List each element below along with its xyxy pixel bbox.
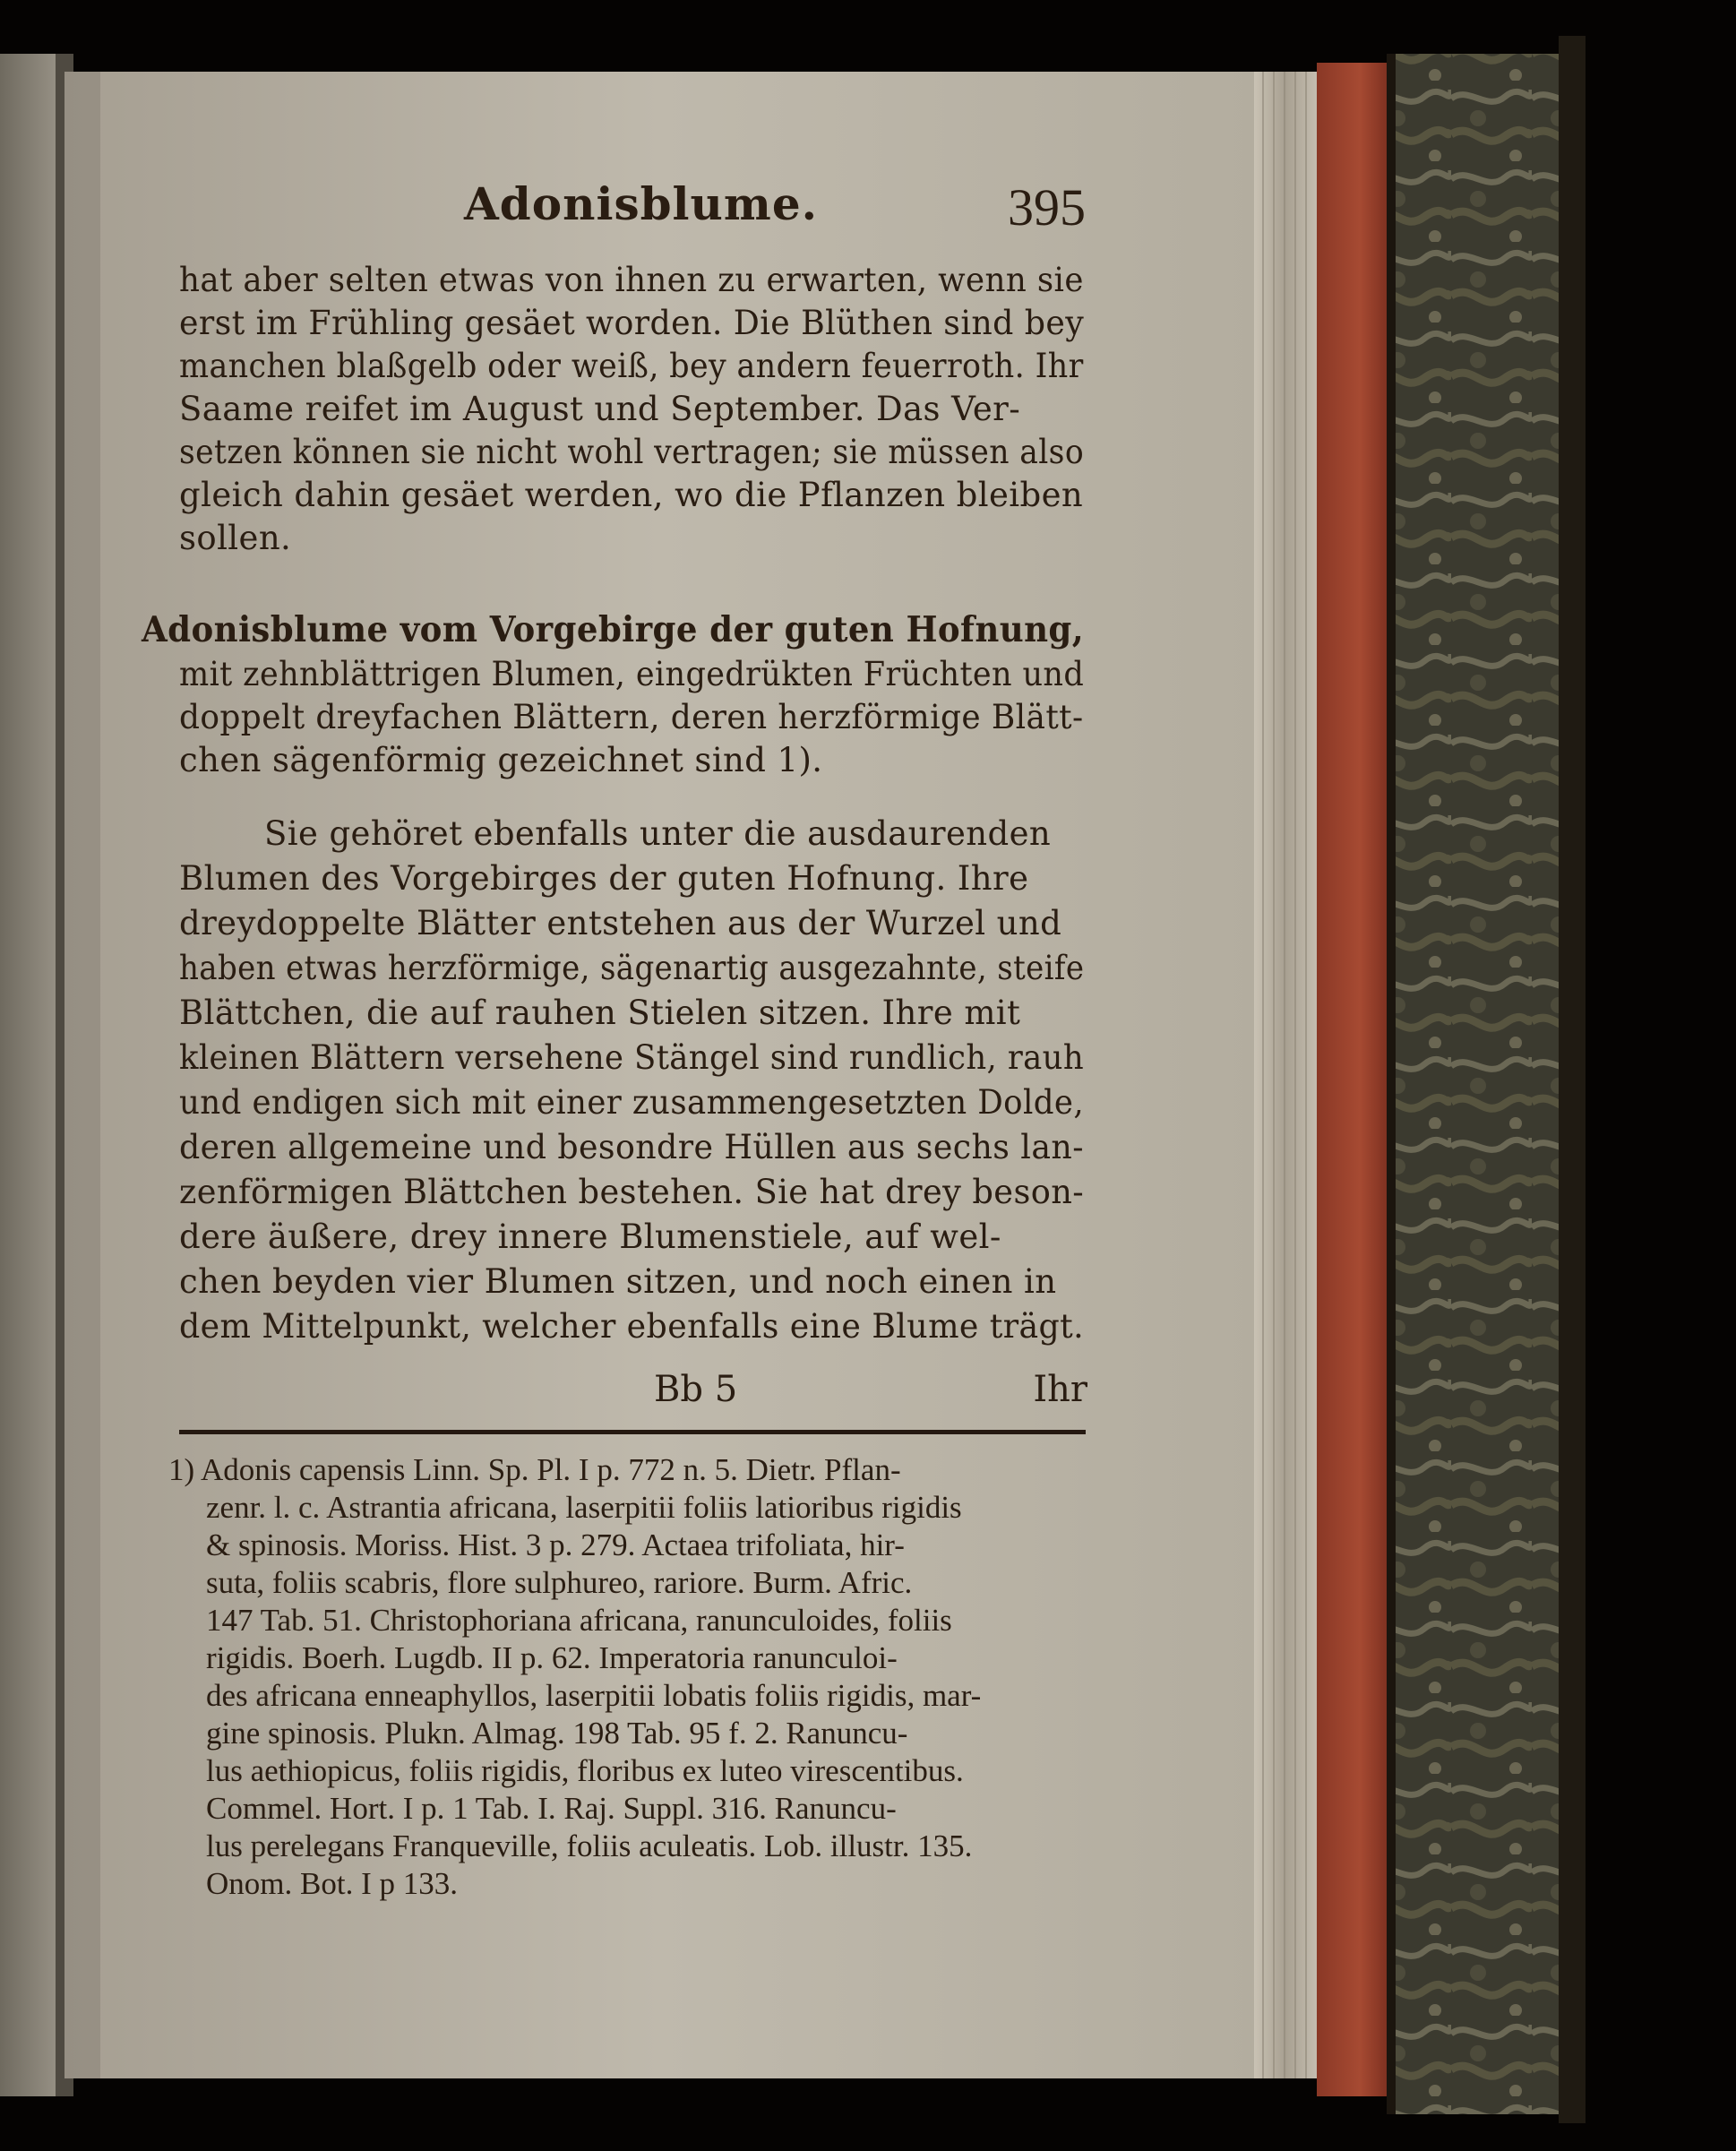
entry-heading: Adonisblume vom Vorgebirge der guten Hofnung, — [142, 609, 1085, 650]
paragraph-line: chen beyden vier Blumen sitzen, und noch einen in — [179, 1262, 1057, 1301]
body-line: erst im Frühling gesäet worden. Die Blüthen sind bey — [179, 304, 1085, 342]
footnote-line: Commel. Hort. I p. 1 Tab. I. Raj. Suppl. 316. Ranuncu- — [206, 1791, 897, 1826]
footnote-line: gine spinosis. Plukn. Almag. 198 Tab. 95 f. 2. Ranuncu- — [206, 1716, 908, 1751]
paragraph-line: Blumen des Vorgebirges der guten Hofnung. Ihre — [179, 859, 1029, 898]
paragraph-line: dem Mittelpunkt, welcher ebenfalls eine Blume trägt. — [179, 1307, 1085, 1346]
signature-line — [179, 1369, 1093, 1414]
paragraph-line: deren allgemeine und besondre Hüllen aus sechs lan- — [179, 1128, 1084, 1166]
body-line: gleich dahin gesäet werden, wo die Pflanzen bleiben — [179, 476, 1084, 514]
body-line: hat aber selten etwas von ihnen zu erwarten, wenn sie — [179, 261, 1084, 299]
paragraph-line: haben etwas herzförmige, sägenartig ausgezahnte, steife — [179, 949, 1085, 987]
footnote-line: des africana enneaphyllos, laserpitii lobatis foliis rigidis, mar- — [206, 1678, 982, 1713]
footnote-line: zenr. l. c. Astrantia africana, laserpitii foliis latioribus rigidis — [206, 1490, 962, 1525]
paragraph-line: dere äußere, drey innere Blumenstiele, auf wel- — [179, 1217, 1001, 1256]
entry-line: doppelt dreyfachen Blättern, deren herzförmige Blätt- — [179, 698, 1084, 736]
left-page — [0, 54, 63, 2096]
catchword: Ihr — [1033, 1369, 1087, 1410]
marbled-cover — [1387, 54, 1566, 2114]
footnote-line: & spinosis. Moriss. Hist. 3 p. 279. Actaea trifoliata, hir- — [206, 1527, 905, 1562]
paragraph-line: dreydoppelte Blätter entstehen aus der Wurzel und — [179, 904, 1062, 942]
footnote-line: lus aethiopicus, foliis rigidis, floribus ex luteo virescentibus. — [206, 1753, 964, 1788]
body-line: setzen können sie nicht wohl vertragen; sie müssen also — [179, 433, 1085, 471]
paragraph-line: Blättchen, die auf rauhen Stielen sitzen. Ihre mit — [179, 994, 1021, 1032]
paragraph-line: Sie gehöret ebenfalls unter die ausdaurenden — [264, 814, 1052, 853]
entry-line: mit zehnblättrigen Blumen, eingedrükten Früchten und — [179, 655, 1085, 693]
footnote-line: Onom. Bot. I p 133. — [206, 1866, 458, 1901]
paragraph-line: kleinen Blättern versehene Stängel sind rundlich, rauh — [179, 1038, 1085, 1077]
running-head — [179, 177, 1093, 240]
signature-mark: Bb 5 — [654, 1369, 738, 1410]
body-line: Saame reifet im August und September. Das Ver- — [179, 390, 1021, 428]
footnote-rule — [179, 1430, 1086, 1434]
paragraph-line: und endigen sich mit einer zusammengesetzten Dolde, — [179, 1083, 1085, 1122]
red-page-edge — [1317, 63, 1388, 2096]
page-number: 395 — [1008, 178, 1086, 237]
body-line: sollen. — [179, 519, 292, 557]
footnote-line: lus perelegans Franqueville, foliis aculeatis. Lob. illustr. 135. — [206, 1828, 973, 1863]
footnote-line: 1) Adonis capensis Linn. Sp. Pl. I p. 772 n. 5. Dietr. Pflan- — [168, 1452, 901, 1487]
footnote-line: 147 Tab. 51. Christophoriana africana, ranunculoides, foliis — [206, 1603, 952, 1638]
footnote-line: rigidis. Boerh. Lugdb. II p. 62. Imperatoria ranunculoi- — [206, 1640, 898, 1675]
paragraph-line: zenförmigen Blättchen bestehen. Sie hat drey beson- — [179, 1173, 1085, 1211]
entry-line: chen sägenförmig gezeichnet sind 1). — [179, 741, 823, 779]
page-text — [142, 0, 1093, 2151]
running-title: Adonisblume. — [464, 177, 819, 230]
footnote-line: suta, foliis scabris, flore sulphureo, rariore. Burm. Afric. — [206, 1565, 913, 1600]
body-line: manchen blaßgelb oder weiß, bey andern feuerroth. Ihr — [179, 347, 1084, 385]
